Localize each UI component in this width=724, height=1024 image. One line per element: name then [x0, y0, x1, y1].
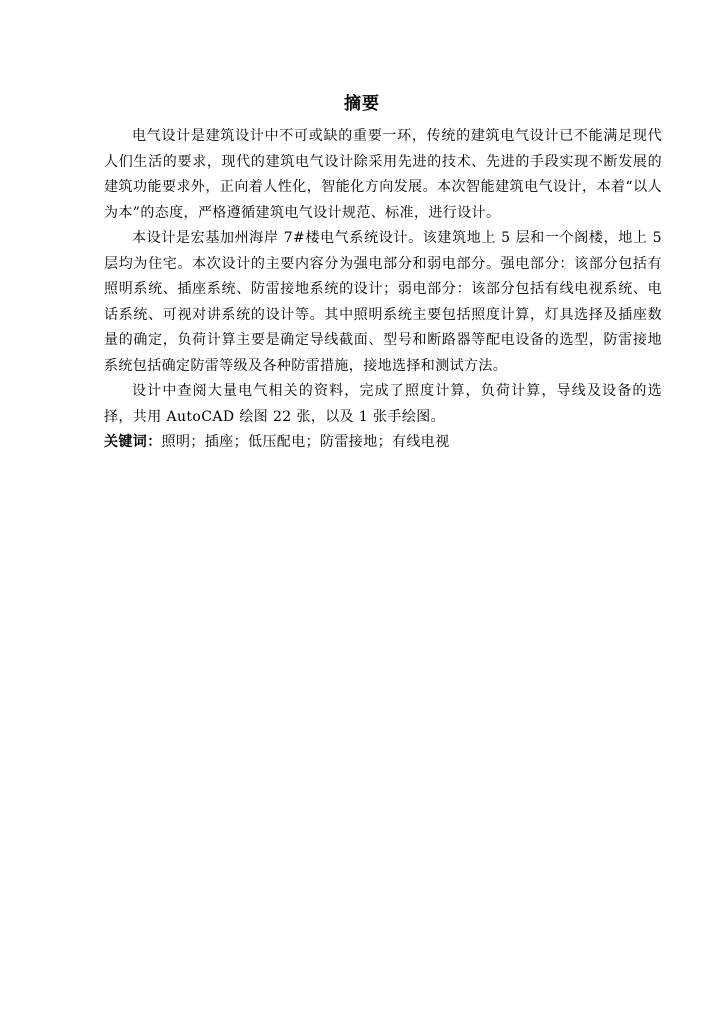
abstract-paragraph-3: 设计中查阅大量电气相关的资料，完成了照度计算，负荷计算，导线及设备的选择，共用 AutoCAD 绘图 22 张，以及 1 张手绘图。 — [104, 383, 662, 425]
keywords-text: 照明；插座；低压配电；防雷接地；有线电视 — [161, 434, 450, 450]
keywords-line — [104, 430, 662, 456]
abstract-paragraph-1: 电气设计是建筑设计中不可或缺的重要一环，传统的建筑电气设计已不能满足现代人们生活的要求，现代的建筑电气设计除采用先进的技术、先进的手段实现不断发展的建筑功能要求外，正向着人性化，智能化方向发展。本次智能建筑电气设计，本着“以人为本”的态度，严格遵循建筑电气设计规范、标准，进行设计。 — [104, 128, 662, 221]
abstract-title: 摘要 — [344, 94, 380, 114]
abstract-body — [104, 124, 662, 456]
abstract-paragraph-2: 本设计是宏基加州海岸 7#楼电气系统设计。该建筑地上 5 层和一个阁楼，地上 5 层均为住宅。本次设计的主要内容分为强电部分和弱电部分。强电部分：该部分包括有照明系统、插座系统、防雷接地系统的设计；弱电部分：该部分包括有线电视系统、电话系统、可视对讲系统的设计等。其中照明系统主要包括照度计算，灯具选择及插座数量的确定，负荷计算主要是确定导线截面、型号和断路器等配电设备的选型，防雷接地系统包括确定防雷等级及各种防雷措施，接地选择和测试方法。 — [104, 230, 662, 374]
keywords-label: 关键词： — [104, 434, 162, 450]
